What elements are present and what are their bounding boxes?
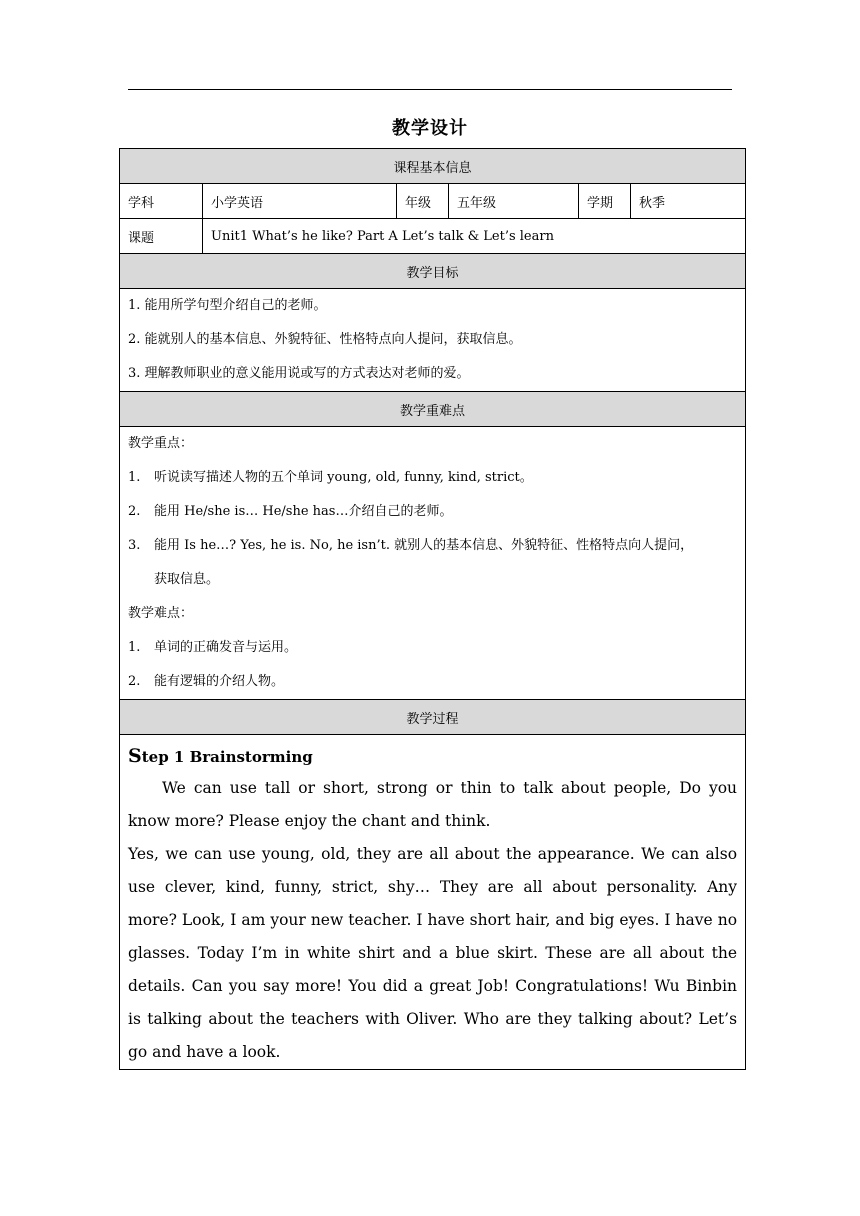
step-heading <box>128 741 737 772</box>
document-title: 教学设计 <box>392 118 468 139</box>
difficulty-item-text: 单词的正确发音与运用。 <box>154 640 298 655</box>
process-paragraph: We can use tall or short, strong or thin to talk about people, Do you know more? Please enjoy the chant and think. <box>128 779 738 830</box>
lesson-plan-table <box>119 148 746 1070</box>
grade-label: 年级 <box>397 184 449 219</box>
grade-value: 五年级 <box>449 184 579 219</box>
focus-item-text: 听说读写描述人物的五个单词 young, old, funny, kind, strict。 <box>154 470 533 485</box>
section-process: 教学过程 <box>120 700 746 735</box>
step-heading-rest: tep 1 Brainstorming <box>141 748 313 766</box>
section-objectives: 教学目标 <box>120 254 746 289</box>
objectives-cell <box>120 289 746 392</box>
difficulty-heading: 教学难点： <box>128 606 194 621</box>
section-key-points: 教学重难点 <box>120 392 746 427</box>
objective-item: 1. 能用所学句型介绍自己的老师。 <box>128 298 327 313</box>
objective-item: 2. 能就别人的基本信息、外貌特征、性格特点向人提问，获取信息。 <box>128 332 522 347</box>
focus-heading: 教学重点： <box>128 436 194 451</box>
focus-item-number: 3. <box>128 538 141 553</box>
difficulty-item-number: 1. <box>128 640 141 655</box>
focus-item <box>128 461 737 495</box>
section-basic-info: 课程基本信息 <box>120 149 746 184</box>
term-value: 秋季 <box>631 184 746 219</box>
focus-item-continuation: 获取信息。 <box>154 572 220 587</box>
subject-value: 小学英语 <box>203 184 397 219</box>
process-paragraph: Yes, we can use young, old, they are all about the appearance. We can also use clever, kind, funny, strict, shy… They are all about personality. Any more? Look, I am your new teacher. I have short hair, and big eyes. I have no glasses. Today I’m in white shirt and a blue skirt. These are all about the details. Can you say more! You did a great Job! Congratulations! Wu Binbin is talking about the teachers with Oliver. Who are they talking about? Let’s go and have a look. <box>128 845 738 1061</box>
term-label: 学期 <box>579 184 631 219</box>
header-rule <box>128 89 732 90</box>
focus-item-text: 能用 He/she is… He/she has…介绍自己的老师。 <box>154 504 453 519</box>
focus-item <box>128 495 737 529</box>
topic-value: Unit1 What’s he like? Part A Let’s talk & Let’s learn <box>203 219 746 254</box>
key-points-cell <box>120 427 746 700</box>
step-heading-initial: S <box>128 745 142 767</box>
focus-item-text: 能用 Is he…? Yes, he is. No, he isn’t. 就别人的基本信息、外貌特征、性格特点向人提问， <box>154 538 694 553</box>
subject-label: 学科 <box>120 184 203 219</box>
difficulty-item-text: 能有逻辑的介绍人物。 <box>154 674 285 689</box>
objective-item: 3. 理解教师职业的意义能用说或写的方式表达对老师的爱。 <box>128 366 470 381</box>
focus-item-number: 2. <box>128 504 141 519</box>
difficulty-item-number: 2. <box>128 674 141 689</box>
focus-item-number: 1. <box>128 470 141 485</box>
topic-label: 课题 <box>120 219 203 254</box>
focus-item <box>128 529 737 563</box>
difficulty-item <box>128 665 737 699</box>
process-cell <box>120 735 746 1070</box>
difficulty-item <box>128 631 737 665</box>
